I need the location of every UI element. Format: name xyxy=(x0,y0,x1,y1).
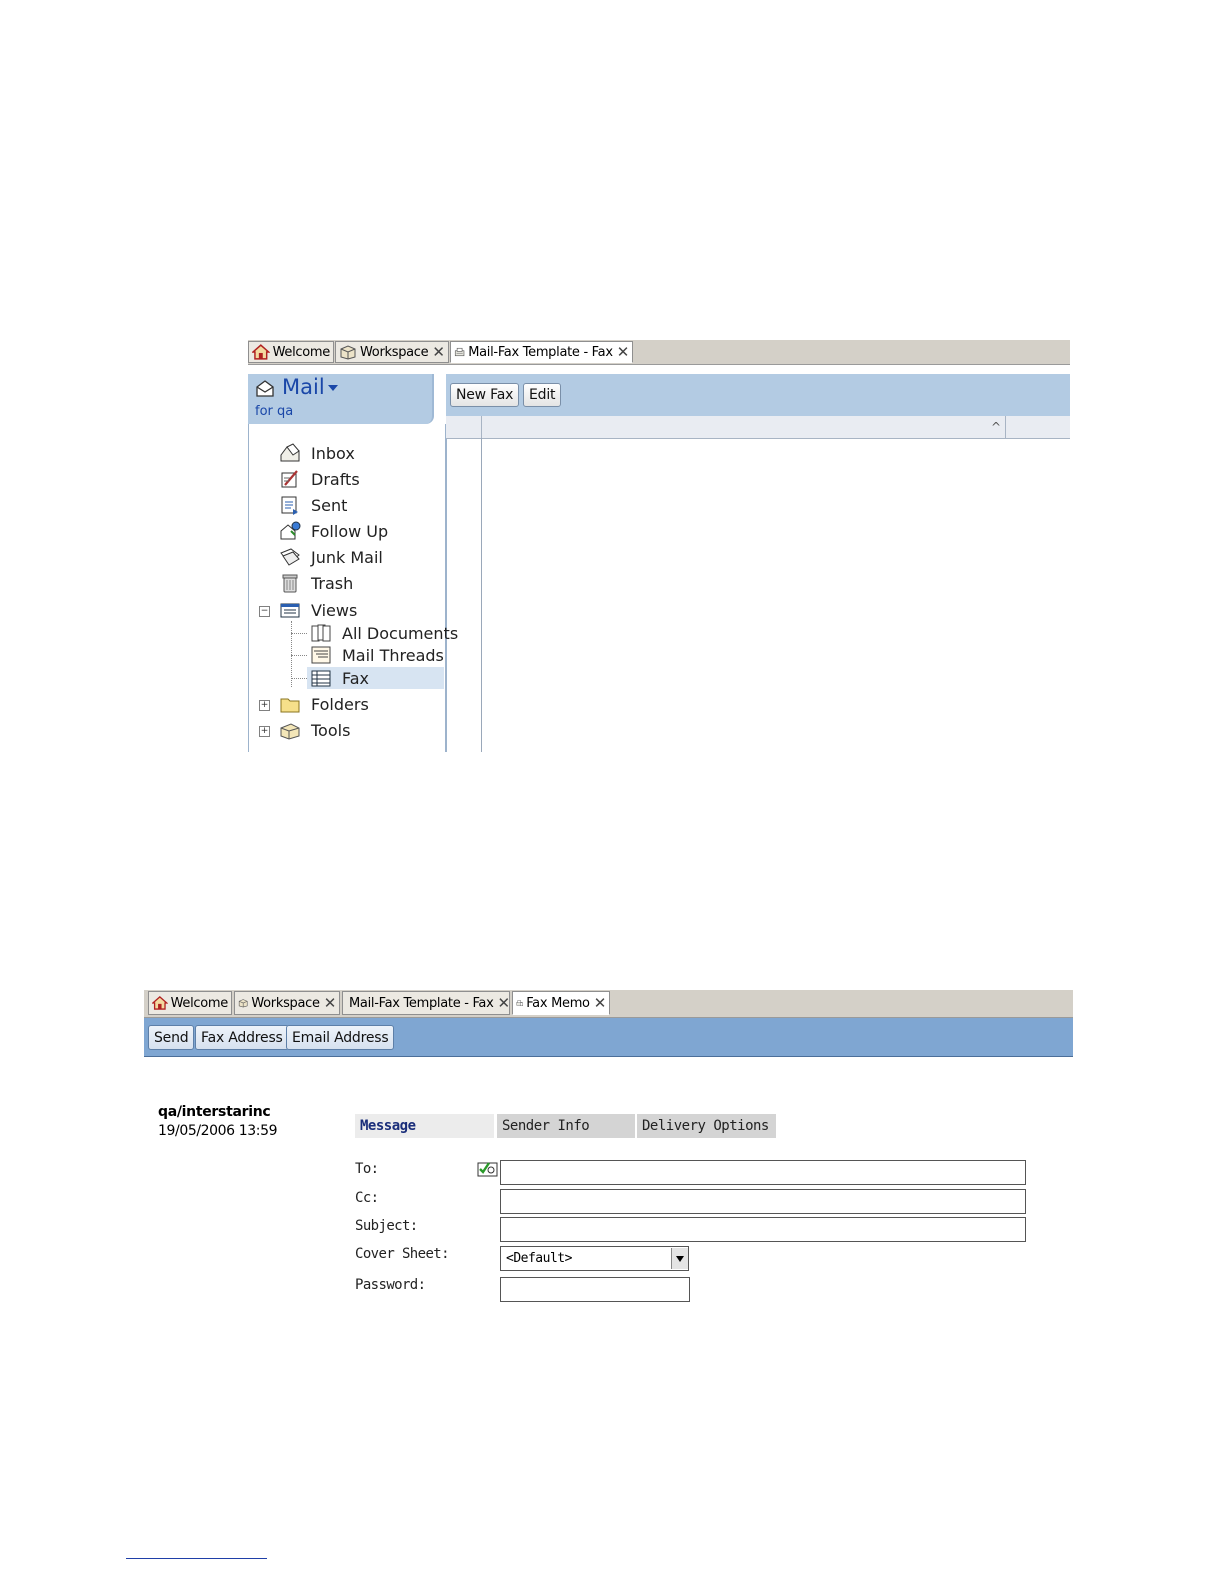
collapse-icon[interactable]: − xyxy=(260,606,269,616)
nav-title[interactable]: Mail xyxy=(282,375,325,399)
fax-memo-screenshot xyxy=(144,990,1073,1310)
nav-item-fax[interactable] xyxy=(307,667,444,689)
nav-item-label: Drafts xyxy=(311,469,360,489)
action-bar xyxy=(446,374,1070,416)
column-separator xyxy=(1005,416,1006,438)
send-button[interactable]: Send xyxy=(148,1025,194,1050)
nav-item-label: Follow Up xyxy=(311,521,389,541)
mail-nav-pane xyxy=(248,424,459,752)
mail-view-screenshot xyxy=(248,340,1070,752)
tab-label: Welcome xyxy=(272,344,330,360)
close-icon[interactable]: ✕ xyxy=(323,993,336,1012)
all-documents-icon xyxy=(310,623,332,643)
nav-item-folders[interactable] xyxy=(279,693,369,715)
tab-sender-info[interactable]: Sender Info xyxy=(497,1114,635,1138)
close-icon[interactable]: ✕ xyxy=(432,342,445,361)
close-icon[interactable]: ✕ xyxy=(497,993,510,1012)
tree-connector xyxy=(291,633,307,634)
tab-strip xyxy=(248,340,1070,365)
home-icon xyxy=(152,995,168,1011)
fax-icon xyxy=(454,344,465,360)
nav-item-label: All Documents xyxy=(342,623,459,643)
workspace-icon xyxy=(339,344,357,360)
nav-item-inbox[interactable] xyxy=(279,442,355,464)
to-label: To: xyxy=(355,1161,379,1177)
tab-fax-memo[interactable] xyxy=(512,991,610,1015)
home-icon xyxy=(252,344,270,360)
nav-item-views[interactable] xyxy=(279,599,357,621)
nav-item-label: Fax xyxy=(342,668,370,688)
drafts-icon xyxy=(279,469,301,489)
expand-icon[interactable]: + xyxy=(260,726,269,736)
folder-icon xyxy=(279,694,301,714)
nav-item-drafts[interactable] xyxy=(279,468,360,490)
sent-icon xyxy=(279,495,301,515)
cc-label: Cc: xyxy=(355,1190,379,1206)
nav-item-label: Sent xyxy=(311,495,348,515)
subject-label: Subject: xyxy=(355,1218,418,1234)
fax-view-icon xyxy=(310,668,332,688)
views-icon xyxy=(279,600,301,620)
address-book-icon[interactable] xyxy=(477,1160,499,1177)
new-fax-button[interactable]: New Fax xyxy=(450,383,519,407)
fax-memo-icon xyxy=(516,995,523,1011)
cover-sheet-label: Cover Sheet: xyxy=(355,1246,449,1262)
to-field[interactable] xyxy=(500,1160,1026,1185)
timestamp: 19/05/2006 13:59 xyxy=(158,1123,278,1139)
tab-label: Mail-Fax Template - Fax xyxy=(349,995,494,1011)
fax-address-button[interactable]: Fax Address xyxy=(195,1025,289,1050)
column-separator xyxy=(481,416,482,438)
expand-icon[interactable]: + xyxy=(260,700,269,710)
tab-delivery-options[interactable]: Delivery Options xyxy=(637,1114,776,1138)
nav-item-label: Inbox xyxy=(311,443,355,463)
tab-message[interactable]: Message xyxy=(355,1114,494,1138)
footnote-rule xyxy=(126,1558,267,1559)
close-icon[interactable]: ✕ xyxy=(593,993,606,1012)
password-label: Password: xyxy=(355,1277,426,1293)
nav-item-tools[interactable] xyxy=(279,719,350,741)
tools-icon xyxy=(279,720,301,740)
nav-subtitle: for qa xyxy=(255,404,294,419)
close-icon[interactable]: ✕ xyxy=(616,342,629,361)
cover-sheet-select[interactable] xyxy=(500,1246,689,1271)
tab-welcome[interactable] xyxy=(248,341,334,363)
mail-nav-header xyxy=(248,374,434,424)
edit-button[interactable]: Edit xyxy=(523,383,561,407)
nav-item-trash[interactable] xyxy=(279,572,353,594)
nav-item-label: Trash xyxy=(311,573,354,593)
inbox-icon xyxy=(279,443,301,463)
nav-item-junk-mail[interactable] xyxy=(279,546,383,568)
nav-item-label: Folders xyxy=(311,694,369,714)
tab-label: Welcome xyxy=(170,995,228,1011)
nav-item-all-documents[interactable] xyxy=(310,622,458,644)
tab-label: Workspace xyxy=(360,344,429,360)
chevron-down-icon[interactable] xyxy=(671,1248,688,1269)
tab-workspace[interactable] xyxy=(234,991,340,1015)
nav-item-follow-up[interactable] xyxy=(279,520,388,542)
nav-item-label: Views xyxy=(311,600,358,620)
column-divider xyxy=(481,438,482,752)
nav-item-label: Mail Threads xyxy=(342,645,444,665)
password-field[interactable] xyxy=(500,1277,690,1302)
subject-field[interactable] xyxy=(500,1217,1026,1242)
mail-icon xyxy=(254,379,276,399)
tab-welcome[interactable] xyxy=(148,991,232,1015)
nav-item-label: Tools xyxy=(311,720,351,740)
tab-label: Fax Memo xyxy=(526,995,590,1011)
tab-mail-fax-template[interactable] xyxy=(450,341,633,363)
nav-item-mail-threads[interactable] xyxy=(310,644,444,666)
action-bar xyxy=(144,1018,1073,1057)
tab-workspace[interactable] xyxy=(335,341,449,363)
follow-up-icon xyxy=(279,521,301,541)
nav-item-sent[interactable] xyxy=(279,494,347,516)
cc-field[interactable] xyxy=(500,1189,1026,1214)
mail-threads-icon xyxy=(310,645,332,665)
view-column-header[interactable] xyxy=(446,416,1070,439)
chevron-down-icon[interactable] xyxy=(328,385,338,391)
tree-connector xyxy=(291,678,307,679)
tab-mail-fax-template[interactable] xyxy=(342,991,510,1015)
sort-ascending-icon[interactable]: ^ xyxy=(991,420,1002,434)
trash-icon xyxy=(279,573,301,593)
tab-strip xyxy=(144,990,1073,1018)
workspace-icon xyxy=(238,995,248,1011)
tab-label: Mail-Fax Template - Fax xyxy=(468,344,613,360)
tab-label: Workspace xyxy=(251,995,320,1011)
author-name: qa/interstarinc xyxy=(158,1104,271,1120)
nav-item-label: Junk Mail xyxy=(311,547,383,567)
cover-sheet-value: <Default> xyxy=(506,1251,572,1266)
junk-mail-icon xyxy=(279,547,301,567)
email-address-button[interactable]: Email Address xyxy=(286,1025,394,1050)
view-pane xyxy=(446,374,1070,752)
tree-connector xyxy=(291,655,307,656)
